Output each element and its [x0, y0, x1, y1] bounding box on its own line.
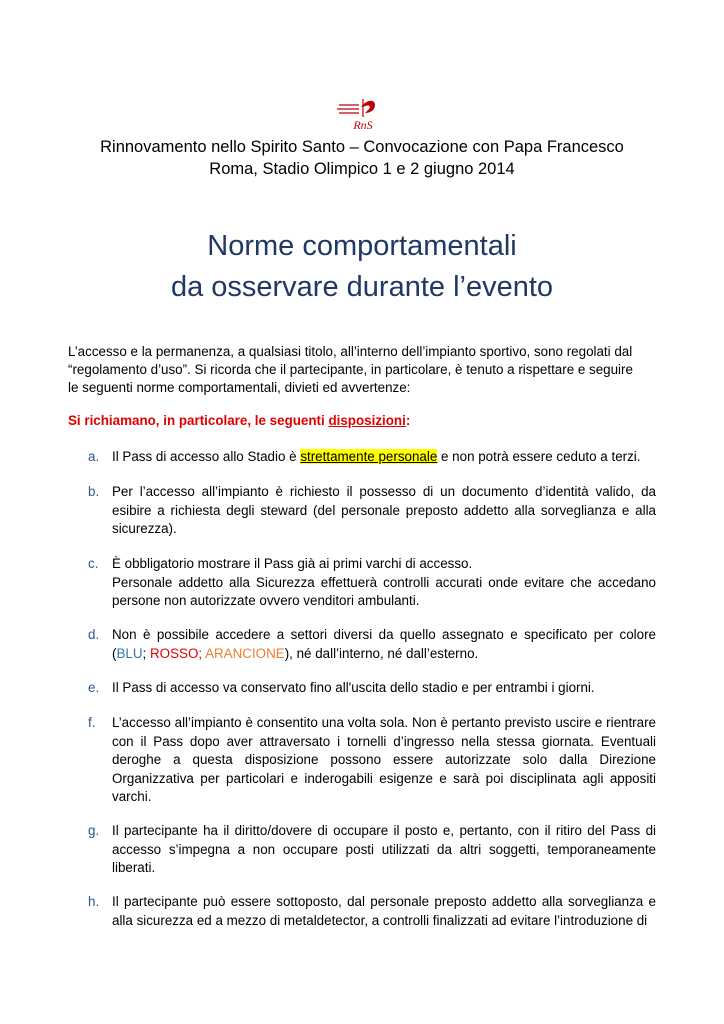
marker: c. [88, 556, 99, 571]
list-item-b: b. Per l’accesso all’impianto è richiesto il possesso di un documento d’identità valido, da esibire a richiesta degli steward (del personale preposto addetto alla sorveglianza e alla sicurezza). [88, 484, 656, 536]
page-title-line1: Norme comportamentali [207, 230, 517, 262]
marker: e. [88, 680, 100, 695]
rns-logo [333, 95, 393, 135]
event-place-date: Roma, Stadio Olimpico 1 e 2 giugno 2014 [209, 160, 515, 178]
marker: f. [88, 715, 96, 730]
marker: g. [88, 823, 100, 838]
event-title: Rinnovamento nello Spirito Santo – Convocazione con Papa Francesco [100, 138, 624, 156]
list-item-h: h. Il partecipante può essere sottoposto, dal personale preposto addetto alla sorveglianza e alla sicurezza ed a mezzo di metaldetector, a controlli finalizzati ad evitare l’introduzione di [88, 894, 656, 928]
intro-line-3: le seguenti norme comportamentali, divieti ed avvertenze: [68, 380, 411, 395]
intro-line-2: “regolamento d’uso”. Si ricorda che il partecipante, in particolare, è tenuto a rispettare e seguire [68, 362, 633, 377]
color-blu: BLU [116, 645, 143, 661]
list-item-a: a. Il Pass di accesso allo Stadio è strettamente personale e non potrà essere ceduto a terzi. [88, 448, 656, 467]
marker: a. [88, 449, 100, 464]
logo-text: RnS [353, 118, 373, 132]
list-item-g: g. Il partecipante ha il diritto/dovere di occupare il posto e, pertanto, con il ritiro del Pass di accesso s’impegna a non occupare posti utilizzati da altri soggetti, temporaneamente liberati. [88, 823, 656, 875]
list-item-c: c. È obbligatorio mostrare il Pass già ai primi varchi di accesso. Personale addetto alla Sicurezza effettuerà controlli accurati onde evitare che accedano persone non autorizzate ovvero venditori ambulanti. [88, 556, 656, 608]
marker: b. [88, 484, 100, 499]
list-item-d: d. Non è possibile accedere a settori diversi da quello assegnato e specificato per colore (BLU; ROSSO; ARANCIONE), né dall’interno, né dall’esterno. [88, 627, 656, 661]
intro-line-1: L’accesso e la permanenza, a qualsiasi titolo, all’interno dell’impianto sportivo, sono regolati dal [68, 344, 633, 359]
list-item-e: e. Il Pass di accesso va conservato fino all'uscita dello stadio e per entrambi i giorni. [88, 679, 656, 698]
highlighted-text: strettamente personale [300, 449, 438, 464]
section-heading: Si richiamano, in particolare, le seguenti disposizioni: [68, 413, 411, 428]
color-arancione: ARANCIONE [205, 645, 285, 661]
page-title-line2: da osservare durante l’evento [170, 271, 554, 303]
list-item-f: f. L’accesso all’impianto è consentito una volta sola. Non è pertanto previsto uscire e rientrare con il Pass dopo aver attraversato i tornelli d’ingresso nella stessa giornata. Eventuali deroghe a questa disposizione possono essere autorizzate solo dalla Direzione Organizzativa per particolari e inderogabili esigenze e sarà poi disciplinata agli appositi varchi. [88, 715, 656, 804]
color-rosso: ROSSO; [150, 645, 203, 661]
marker: d. [88, 627, 100, 642]
marker: h. [88, 894, 100, 909]
